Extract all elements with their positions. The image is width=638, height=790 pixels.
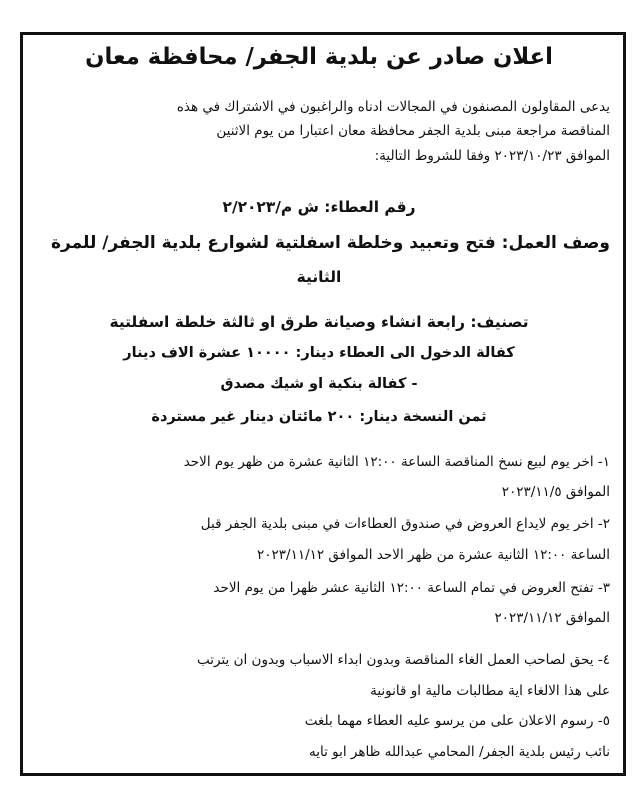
condition-2-line-2: الساعة ١٢:٠٠ الثانية عشرة من ظهر الاحد الموافق ٢٠٢٣/١١/١٢ <box>257 547 610 563</box>
guarantee-line-1: كفالة الدخول الى العطاء دينار: ١٠٠٠٠ عشرة الاف دينار <box>123 345 515 361</box>
signature: نائب رئيس بلدية الجفر/ المحامي عبدالله ظاهر ابو تايه <box>308 744 610 760</box>
work-description-line-2: الثانية <box>296 268 342 286</box>
intro-line-1: يدعى المقاولون المصنفون في المجالات ادناه والراغبون في الاشتراك في هذه <box>176 99 610 115</box>
condition-2-line-1: ٢- اخر يوم لايداع العروض في صندوق العطاءات في مبنى بلدية الجفر قبل <box>200 516 610 532</box>
condition-1-line-1: ١- اخر يوم لبيع نسخ المناقصة الساعة ١٢:٠٠ الثانية عشرة من ظهر يوم الاحد <box>183 454 610 470</box>
classification: تصنيف: رابعة انشاء وصيانة طرق او ثالثة خلطة اسفلتية <box>109 313 529 331</box>
tender-number: رقم العطاء: ش م/٢/٢٠٢٣ <box>222 198 416 216</box>
work-description-line-1: وصف العمل: فتح وتعبيد وخلطة اسفلتية لشوارع بلدية الجفر/ للمرة <box>51 233 610 253</box>
condition-5: ٥- رسوم الاعلان على من يرسو عليه العطاء مهما بلغت <box>304 713 610 729</box>
copy-price: ثمن النسخة دينار: ٢٠٠ مائتان دينار غير مستردة <box>151 409 487 425</box>
condition-4-line-1: ٤- يحق لصاحب العمل الغاء المناقصة وبدون ابداء الاسباب وبدون ان يترتب <box>196 652 610 668</box>
intro-line-2: المناقصة مراجعة مبنى بلدية الجفر محافظة معان اعتبارا من يوم الاثنين <box>216 123 610 139</box>
condition-1-line-2: الموافق ٢٠٢٣/١١/٥ <box>501 484 610 500</box>
guarantee-line-2: - كفالة بنكية او شيك مصدق <box>220 376 418 392</box>
announcement-title: اعلان صادر عن بلدية الجفر/ محافظة معان <box>85 44 553 70</box>
condition-4-line-2: على هذا الالغاء اية مطالبات مالية او قانونية <box>370 683 610 699</box>
intro-line-3: الموافق ٢٠٢٣/١٠/٢٣ وفقا للشروط التالية: <box>374 148 610 164</box>
condition-3-line-2: الموافق ٢٠٢٣/١١/١٢ <box>494 610 610 626</box>
condition-3-line-1: ٣- تفتح العروض في تمام الساعة ١٢:٠٠ الثانية عشر ظهرا من يوم الاحد <box>213 580 610 596</box>
